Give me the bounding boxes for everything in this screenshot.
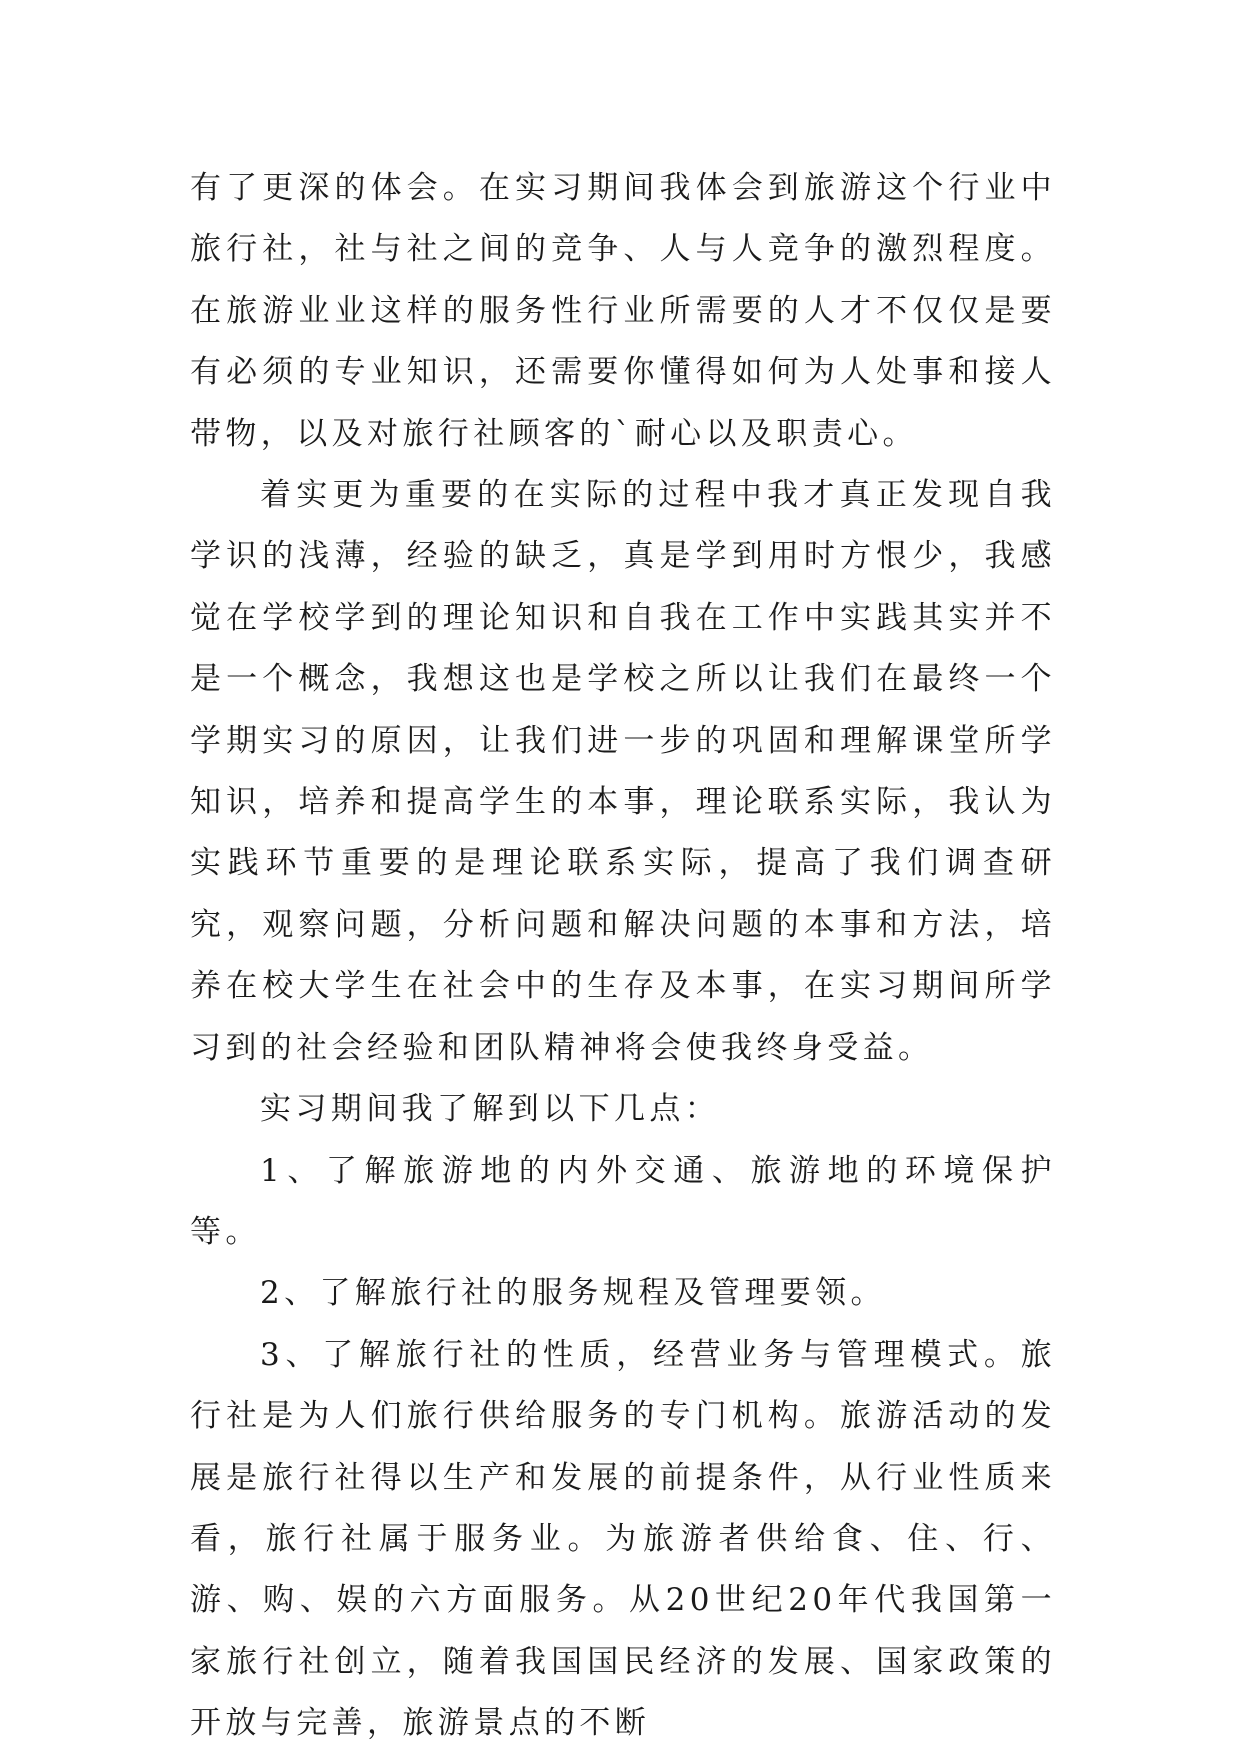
- list-item-3: 3、了解旅行社的性质，经营业务与管理模式。旅行社是为人们旅行供给服务的专门机构。旅游活动的发展是旅行社得以生产和发展的前提条件，从行业性质来看，旅行社属于服务业。为旅游者供给食、住、行、游、购、娱的六方面服务。从20世纪20年代我国第一家旅行社创立，随着我国国民经济的发展、国家政策的开放与完善，旅游景点的不断: [190, 1336, 1056, 1742]
- body-text: [190, 158, 1056, 1755]
- paragraph-3: 实习期间我了解到以下几点：: [260, 1091, 721, 1128]
- list-item-1: 1、了解旅游地的内外交通、旅游地的环境保护等。: [190, 1152, 1056, 1250]
- paragraph-1: 有了更深的体会。在实习期间我体会到旅游这个行业中旅行社，社与社之间的竞争、人与人竞争的激烈程度。在旅游业业这样的服务性行业所需要的人才不仅仅是要有必须的专业知识，还需要你懂得如何为人处事和接人带物，以及对旅行社顾客的`耐心以及职责心。: [190, 170, 1056, 452]
- paragraph-2: 着实更为重要的在实际的过程中我才真正发现自我学识的浅薄，经验的缺乏，真是学到用时方恨少，我感觉在学校学到的理论知识和自我在工作中实践其实并不是一个概念，我想这也是学校之所以让我们在最终一个学期实习的原因，让我们进一步的巩固和理解课堂所学知识，培养和提高学生的本事，理论联系实际，我认为实践环节重要的是理论联系实际，提高了我们调查研究，观察问题，分析问题和解决问题的本事和方法，培养在校大学生在社会中的生存及本事，在实习期间所学习到的社会经验和团队精神将会使我终身受益。: [190, 477, 1056, 1066]
- list-item-2: 2、了解旅行社的服务规程及管理要领。: [260, 1275, 886, 1312]
